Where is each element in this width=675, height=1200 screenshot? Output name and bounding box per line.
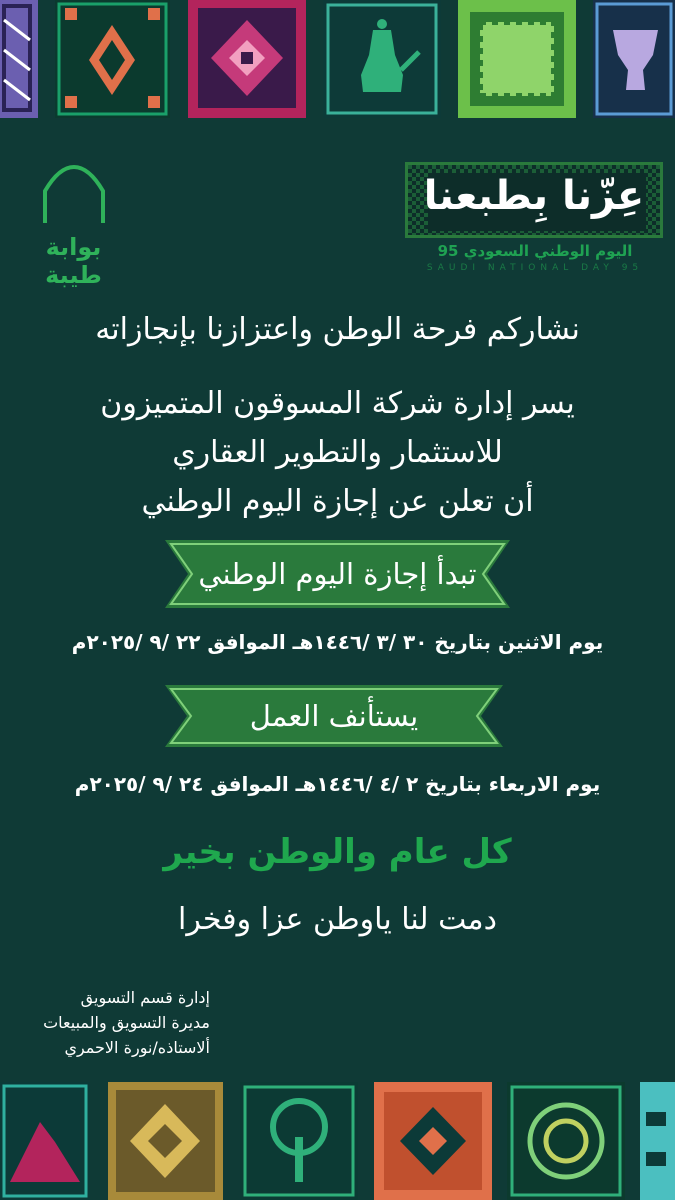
pattern-tile (0, 0, 38, 118)
pattern-tile-vase (593, 0, 675, 118)
resume-ribbon-label: يستأنف العمل (249, 699, 419, 733)
start-ribbon (165, 540, 510, 608)
brand-name: بوابة طيبة (45, 233, 102, 289)
greeting: كل عام والوطن بخير (163, 832, 512, 872)
start-ribbon-label: تبدأ إجازة اليوم الوطني (198, 557, 477, 591)
signature-line: ألاستاذه/نورة الاحمري (64, 1038, 210, 1057)
pattern-tile-palm (240, 1082, 358, 1200)
resume-ribbon (165, 685, 503, 747)
logo-subtitle: اليوم الوطني السعودي 95 (437, 242, 633, 260)
pattern-tile-diamond (188, 0, 306, 118)
announcement-line: للاستثمار والتطوير العقاري (172, 435, 503, 470)
announcement-line: يسر إدارة شركة المسوقون المتميزون (100, 386, 575, 421)
resume-date: يوم الاربعاء بتاريخ ٢ /٤ /١٤٤٦هـ الموافق ٢٤ /٩ /٢٠٢٥م (74, 772, 601, 796)
signature-line: إدارة قسم التسويق (80, 988, 210, 1007)
pattern-tile-orange (374, 1082, 492, 1200)
pattern-tile-coffee-pot (323, 0, 441, 118)
pattern-tile-gold (108, 1082, 223, 1200)
pattern-tile-checker (458, 0, 576, 118)
national-day-logo (405, 162, 665, 280)
arch-icon (39, 165, 109, 225)
pattern-tile-hands (55, 0, 170, 118)
pattern-tile-teal (640, 1082, 675, 1200)
logo-frame (405, 162, 663, 238)
headline: نشاركم فرحة الوطن واعتزازنا بإنجازاته (95, 312, 580, 347)
brand-logo (16, 165, 131, 289)
signature-line: مديرة التسويق والمبيعات (43, 1013, 210, 1032)
logo-subtitle-en: SAUDI NATIONAL DAY 95 (426, 263, 644, 273)
pattern-tile-spiral (507, 1082, 625, 1200)
pattern-tile-mountain (0, 1082, 90, 1200)
announcement-line: أن تعلن عن إجازة اليوم الوطني (141, 484, 534, 519)
motto: دمت لنا ياوطن عزا وفخرا (178, 902, 497, 937)
signature-block (10, 985, 210, 1060)
logo-title: عِزّنا بِطبعنا (423, 173, 645, 219)
start-date: يوم الاثنين بتاريخ ٣٠ /٣ /١٤٤٦هـ الموافق ٢٢ /٩ /٢٠٢٥م (71, 630, 604, 654)
